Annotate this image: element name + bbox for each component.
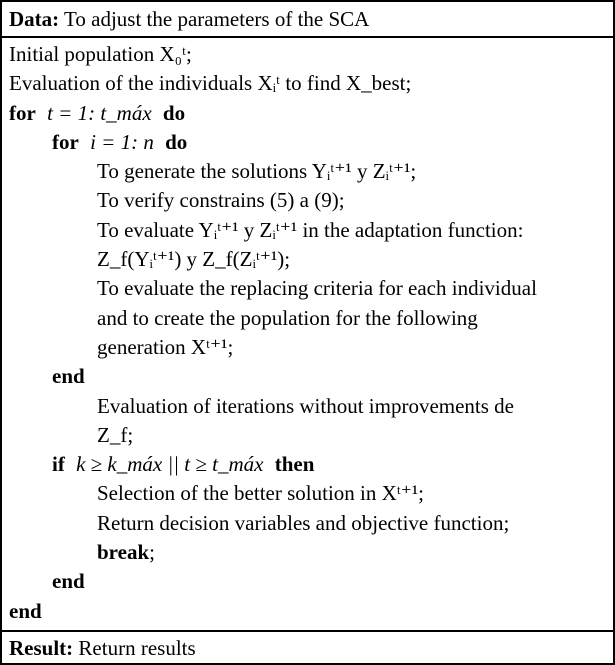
line-if-condition [2,450,613,479]
line-text: generation Xᵗ⁺¹; [97,334,234,359]
line-zf [2,421,613,450]
data-text: To adjust the parameters of the SCA [64,7,370,31]
line-evaluate-adaptation [2,216,613,245]
line-end-outer-for [2,597,613,626]
line-return-variables [2,509,613,538]
keyword-end: end [9,598,42,623]
line-end-inner-for [2,362,613,391]
keyword-do: do [165,129,188,154]
line-break [2,538,613,567]
keyword-break: break [97,540,150,565]
line-text: Z_f(Yᵢᵗ⁺¹) y Z_f(Zᵢᵗ⁺¹); [97,247,291,272]
line-adaptation-values [2,245,613,274]
line-text: and to create the population for the following [97,305,478,330]
for-expression: t = 1: t_máx [47,100,152,125]
algorithm-body [2,38,613,626]
line-text: Initial population X₀ᵗ; [9,42,192,66]
keyword-end: end [52,569,85,594]
line-select-best [2,479,613,508]
line-replacing-criteria [2,274,613,303]
algorithm-header [2,2,613,38]
keyword-do: do [162,100,186,125]
keyword-for: for [9,100,36,125]
keyword-then: then [274,452,315,477]
for-expression: i = 1: n [90,129,154,154]
data-label: Data: [9,7,60,31]
if-expression: k ≥ k_máx || t ≥ t_máx [76,452,264,477]
line-for-t [2,99,613,128]
keyword-for: for [52,129,79,154]
line-iterations-evaluation [2,392,613,421]
line-text: Return decision variables and objective function; [97,510,510,535]
keyword-if: if [52,452,65,477]
line-text: To evaluate the replacing criteria for each individual [97,276,537,301]
line-text: Evaluation of iterations without improvements de [97,393,514,418]
line-initial-population [2,40,613,69]
break-semicolon: ; [149,540,155,565]
line-text: To evaluate Yᵢᵗ⁺¹ y Zᵢᵗ⁺¹ in the adaptation function: [97,217,524,242]
line-generate-solutions [2,157,613,186]
line-evaluation [2,69,613,98]
result-text: Return results [78,636,196,660]
line-text: Z_f; [97,422,134,447]
line-text: To generate the solutions Yᵢᵗ⁺¹ y Zᵢᵗ⁺¹; [97,159,417,184]
line-end-if [2,567,613,596]
line-for-i [2,128,613,157]
line-verify-constraints [2,186,613,215]
line-create-population [2,304,613,333]
keyword-end: end [52,364,85,389]
line-text: To verify constrains (5) a (9); [97,188,345,213]
algorithm-footer [2,630,613,663]
line-text: Selection of the better solution in Xᵗ⁺¹; [97,481,425,506]
result-label: Result: [9,636,74,660]
line-text: Evaluation of the individuals Xᵢᵗ to find X_best; [9,71,412,96]
line-next-generation [2,333,613,362]
